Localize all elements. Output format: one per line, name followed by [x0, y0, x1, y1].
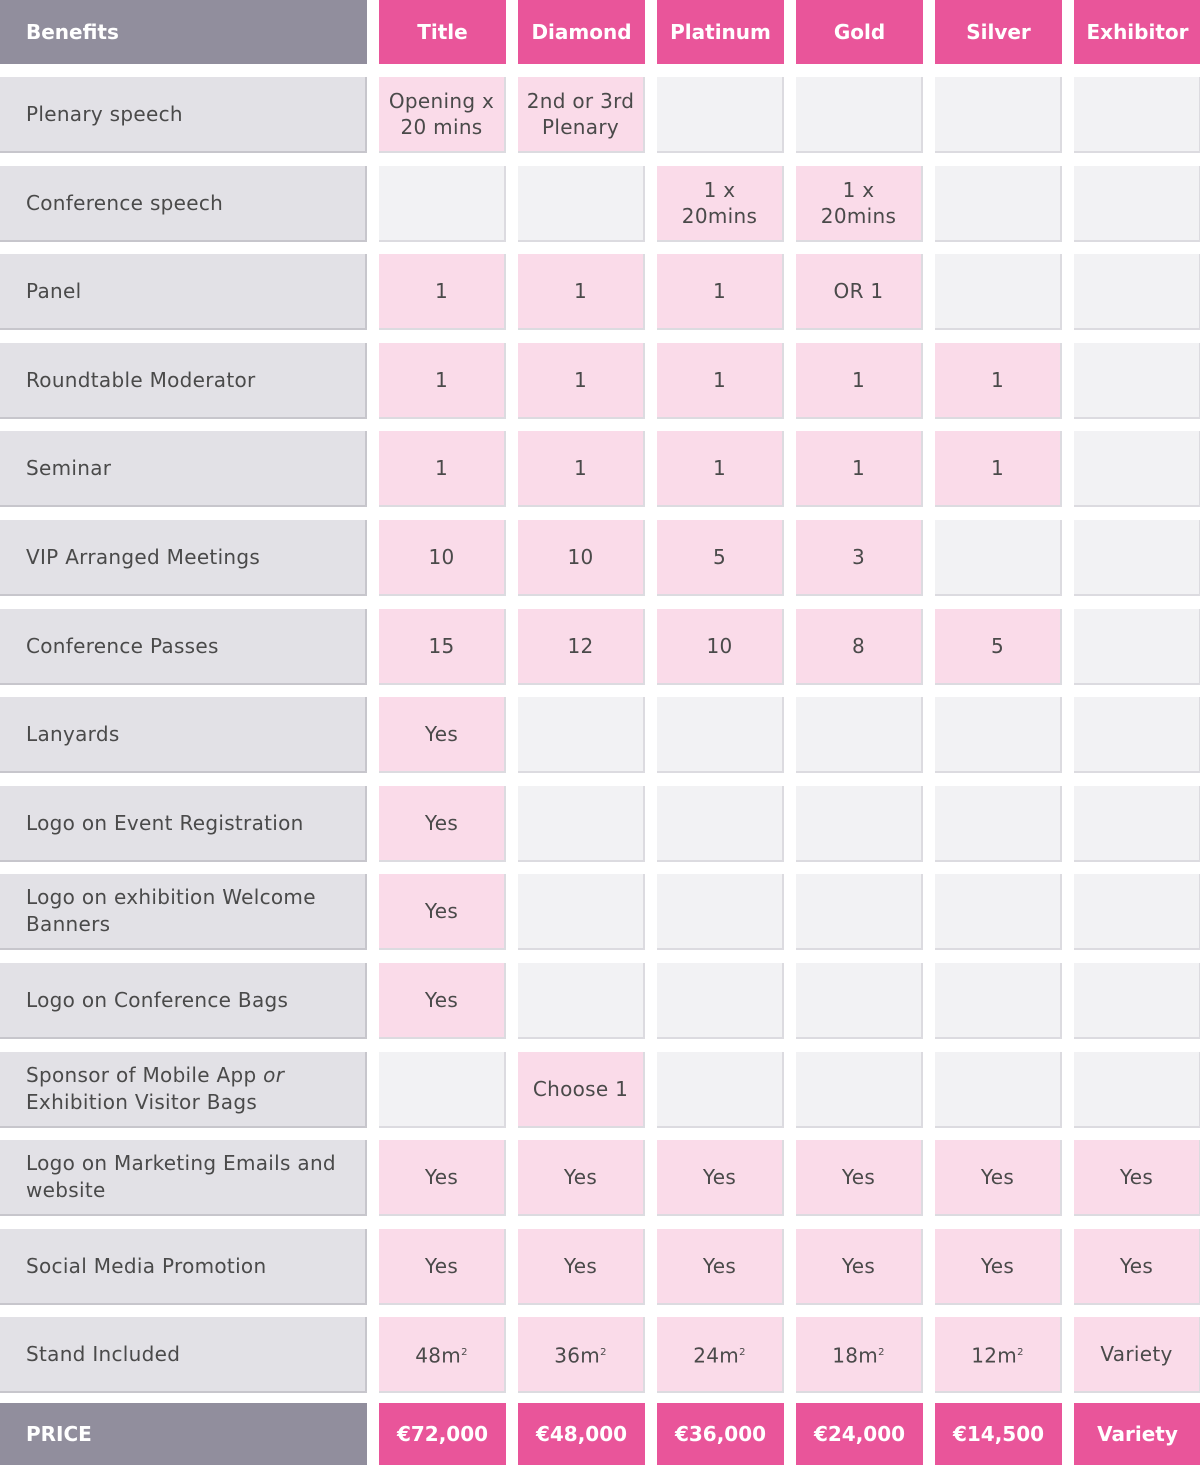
benefit-cell	[379, 697, 506, 773]
benefit-cell	[518, 1317, 645, 1393]
cell-text: 1	[851, 456, 866, 480]
benefit-cell	[379, 1140, 506, 1216]
price-title	[379, 1403, 506, 1465]
price-platinum	[657, 1403, 784, 1465]
cell-text: 10	[567, 545, 594, 569]
benefit-cell	[657, 786, 784, 862]
benefit-cell	[796, 786, 923, 862]
benefit-cell	[518, 963, 645, 1039]
benefit-cell	[379, 609, 506, 685]
cell-text: Yes	[980, 1165, 1015, 1189]
benefit-cell	[379, 520, 506, 596]
cell-text: 1	[990, 368, 1005, 392]
benefit-cell	[796, 963, 923, 1039]
benefit-cell	[935, 1140, 1062, 1216]
benefit-cell	[796, 1317, 923, 1393]
benefit-cell	[1074, 77, 1200, 153]
label-part: or	[263, 1063, 285, 1087]
header-benefits	[0, 0, 367, 64]
cell-text: 1	[712, 368, 727, 392]
benefit-cell	[935, 431, 1062, 507]
superscript: 2	[1017, 1346, 1024, 1358]
benefit-cell	[935, 254, 1062, 330]
cell-text: 1	[851, 368, 866, 392]
cell-text: 10	[706, 634, 733, 658]
cell-text: Plenary speech	[26, 101, 183, 126]
cell-text: €24,000	[813, 1422, 906, 1446]
stand-size-value: 24m	[693, 1343, 740, 1368]
benefit-cell	[379, 77, 506, 153]
benefit-cell	[518, 1140, 645, 1216]
cell-text: 1 x 20mins	[681, 178, 758, 228]
benefit-cell	[379, 431, 506, 507]
cell-text: Exhibitor	[1086, 20, 1189, 44]
benefit-cell	[796, 254, 923, 330]
cell-text: Yes	[980, 1254, 1015, 1278]
cell-text: 1	[712, 279, 727, 303]
benefit-cell	[657, 77, 784, 153]
benefit-cell	[935, 963, 1062, 1039]
benefit-cell	[1074, 343, 1200, 419]
cell-text: Yes	[841, 1165, 876, 1189]
benefit-cell	[379, 963, 506, 1039]
benefit-cell	[518, 431, 645, 507]
benefit-cell	[796, 431, 923, 507]
benefit-cell	[1074, 1229, 1200, 1305]
stand-size	[832, 1340, 885, 1369]
benefit-cell	[935, 609, 1062, 685]
stand-size	[971, 1340, 1024, 1369]
benefit-cell	[518, 520, 645, 596]
price-exhibitor	[1074, 1403, 1200, 1465]
header-tier-title	[379, 0, 506, 64]
benefit-cell	[379, 1229, 506, 1305]
benefit-cell	[796, 1140, 923, 1216]
benefit-cell	[657, 343, 784, 419]
row-label	[0, 343, 367, 419]
cell-text: Yes	[424, 811, 459, 835]
stand-size-value: 18m	[832, 1343, 879, 1368]
cell-text: Opening x 20 mins	[388, 89, 495, 139]
cell-text: Silver	[966, 20, 1031, 44]
stand-size-value: 36m	[554, 1343, 601, 1368]
cell-text: Stand Included	[26, 1341, 181, 1366]
cell-text: Panel	[26, 278, 82, 303]
benefit-cell	[518, 1229, 645, 1305]
superscript: 2	[461, 1346, 468, 1358]
price-label	[0, 1403, 367, 1465]
benefit-cell	[796, 343, 923, 419]
benefit-cell	[796, 697, 923, 773]
cell-text: 1	[434, 368, 449, 392]
cell-text: 1	[573, 279, 588, 303]
cell-text: Platinum	[670, 20, 771, 44]
benefit-cell	[657, 1140, 784, 1216]
benefit-cell	[1074, 1052, 1200, 1128]
benefit-cell	[935, 697, 1062, 773]
benefit-cell	[518, 1052, 645, 1128]
row-label	[0, 431, 367, 507]
cell-text: PRICE	[26, 1422, 92, 1446]
benefit-cell	[518, 77, 645, 153]
row-label	[0, 166, 367, 242]
row-label	[0, 254, 367, 330]
stand-size	[693, 1340, 746, 1369]
benefit-cell	[379, 1052, 506, 1128]
cell-text: 1	[573, 368, 588, 392]
header-tier-gold	[796, 0, 923, 64]
cell-text: OR 1	[833, 279, 884, 303]
benefit-cell	[935, 786, 1062, 862]
cell-text: Gold	[833, 20, 886, 44]
benefit-cell	[518, 166, 645, 242]
cell-text: 1	[434, 456, 449, 480]
benefit-cell	[1074, 520, 1200, 596]
header-tier-exhibitor	[1074, 0, 1200, 64]
cell-text: 12	[567, 634, 594, 658]
superscript: 2	[739, 1346, 746, 1358]
cell-text: Yes	[424, 1165, 459, 1189]
benefit-cell	[657, 609, 784, 685]
cell-text: Diamond	[531, 20, 632, 44]
benefit-cell	[379, 166, 506, 242]
benefit-cell	[657, 254, 784, 330]
cell-text: 8	[851, 634, 866, 658]
benefit-cell	[935, 1229, 1062, 1305]
cell-text: Yes	[424, 899, 459, 923]
label-part: Exhibition Visitor Bags	[26, 1090, 258, 1114]
cell-text: Yes	[424, 722, 459, 746]
benefit-cell	[657, 874, 784, 950]
cell-text: Yes	[702, 1254, 737, 1278]
benefit-cell	[1074, 166, 1200, 242]
cell-text: 5	[712, 545, 727, 569]
benefit-cell	[518, 343, 645, 419]
row-label	[0, 963, 367, 1039]
benefit-cell	[657, 520, 784, 596]
row-label	[0, 697, 367, 773]
cell-text: Yes	[841, 1254, 876, 1278]
benefit-cell	[379, 874, 506, 950]
benefit-cell	[1074, 697, 1200, 773]
benefit-cell	[379, 254, 506, 330]
row-label	[0, 520, 367, 596]
row-label	[0, 1052, 367, 1128]
benefit-cell	[1074, 786, 1200, 862]
cell-text: Yes	[563, 1165, 598, 1189]
benefit-cell	[657, 1317, 784, 1393]
stand-size	[554, 1340, 607, 1369]
cell-text: Logo on exhibition Welcome Banners	[26, 885, 316, 936]
benefit-cell	[796, 874, 923, 950]
benefit-cell	[657, 1052, 784, 1128]
benefit-cell	[935, 77, 1062, 153]
cell-text: Lanyards	[26, 721, 120, 746]
cell-text: Yes	[702, 1165, 737, 1189]
row-label	[0, 1140, 367, 1216]
cell-text: Variety	[1100, 1342, 1173, 1366]
benefit-cell	[935, 166, 1062, 242]
superscript: 2	[600, 1346, 607, 1358]
benefit-cell	[796, 77, 923, 153]
price-silver	[935, 1403, 1062, 1465]
cell-text: Roundtable Moderator	[26, 367, 256, 392]
row-label	[0, 786, 367, 862]
stand-size-value: 12m	[971, 1343, 1018, 1368]
benefit-cell	[1074, 963, 1200, 1039]
benefit-cell	[796, 1229, 923, 1305]
cell-text: Title	[417, 20, 468, 44]
cell-text: €14,500	[952, 1422, 1045, 1446]
cell-text: Logo on Event Registration	[26, 810, 304, 835]
cell-text: 1	[573, 456, 588, 480]
cell-text: Conference Passes	[26, 633, 219, 658]
benefit-cell	[1074, 431, 1200, 507]
benefit-cell	[657, 1229, 784, 1305]
cell-text: 1 x 20mins	[820, 178, 897, 228]
cell-text: Logo on Marketing Emails and website	[26, 1151, 336, 1202]
cell-text: 15	[428, 634, 455, 658]
cell-text: Benefits	[26, 20, 119, 44]
benefit-cell	[935, 520, 1062, 596]
cell-text: €36,000	[674, 1422, 767, 1446]
superscript: 2	[878, 1346, 885, 1358]
benefit-cell	[796, 166, 923, 242]
price-gold	[796, 1403, 923, 1465]
cell-text: 1	[434, 279, 449, 303]
cell-text: 5	[990, 634, 1005, 658]
header-tier-platinum	[657, 0, 784, 64]
label-part: Sponsor of Mobile App	[26, 1063, 264, 1087]
benefit-cell	[518, 874, 645, 950]
benefit-cell	[935, 343, 1062, 419]
cell-text: 1	[712, 456, 727, 480]
stand-size-value: 48m	[415, 1343, 462, 1368]
benefit-cell	[1074, 874, 1200, 950]
row-label	[0, 77, 367, 153]
cell-text: Variety	[1097, 1422, 1178, 1446]
row-label-text	[26, 1062, 365, 1116]
cell-text: 3	[851, 545, 866, 569]
benefit-cell	[657, 697, 784, 773]
cell-text: Choose 1	[532, 1077, 629, 1101]
benefit-cell	[796, 609, 923, 685]
benefit-cell	[379, 786, 506, 862]
row-label	[0, 1229, 367, 1305]
benefit-cell	[1074, 1317, 1200, 1393]
cell-text: Yes	[424, 988, 459, 1012]
cell-text: 1	[990, 456, 1005, 480]
benefit-cell	[1074, 609, 1200, 685]
benefit-cell	[935, 874, 1062, 950]
benefit-cell	[796, 1052, 923, 1128]
benefit-cell	[1074, 1140, 1200, 1216]
benefit-cell	[518, 609, 645, 685]
benefit-cell	[935, 1052, 1062, 1128]
benefit-cell	[518, 697, 645, 773]
benefit-cell	[935, 1317, 1062, 1393]
cell-text: Social Media Promotion	[26, 1253, 267, 1278]
benefit-cell	[518, 786, 645, 862]
benefit-cell	[657, 431, 784, 507]
benefit-cell	[657, 963, 784, 1039]
cell-text: €72,000	[396, 1422, 489, 1446]
price-diamond	[518, 1403, 645, 1465]
benefit-cell	[379, 1317, 506, 1393]
benefit-cell	[518, 254, 645, 330]
cell-text: 2nd or 3rd Plenary	[526, 89, 635, 139]
cell-text: VIP Arranged Meetings	[26, 544, 261, 569]
cell-text: Seminar	[26, 455, 112, 480]
cell-text: €48,000	[535, 1422, 628, 1446]
header-tier-diamond	[518, 0, 645, 64]
cell-text: Yes	[1119, 1254, 1154, 1278]
header-tier-silver	[935, 0, 1062, 64]
benefit-cell	[379, 343, 506, 419]
cell-text: Yes	[1119, 1165, 1154, 1189]
row-label	[0, 609, 367, 685]
stand-size	[415, 1340, 468, 1369]
row-label	[0, 874, 367, 950]
row-label	[0, 1317, 367, 1393]
cell-text: Logo on Conference Bags	[26, 987, 289, 1012]
cell-text: Yes	[424, 1254, 459, 1278]
benefit-cell	[657, 166, 784, 242]
benefit-cell	[796, 520, 923, 596]
cell-text: Yes	[563, 1254, 598, 1278]
cell-text: Conference speech	[26, 190, 224, 215]
cell-text: 10	[428, 545, 455, 569]
benefit-cell	[1074, 254, 1200, 330]
